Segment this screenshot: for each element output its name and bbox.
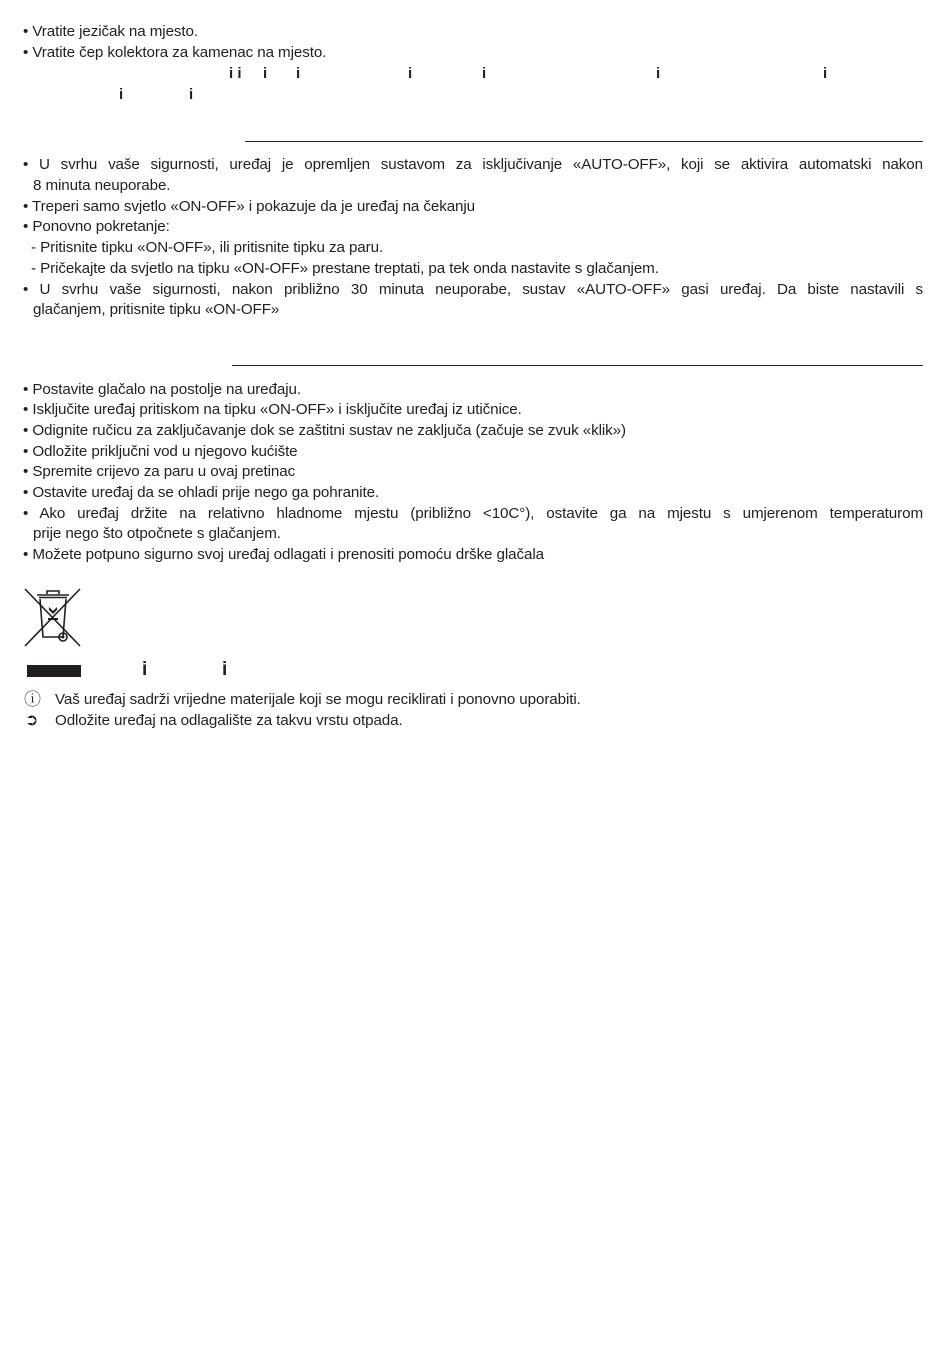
instruction-line: • Ostavite uređaj da se ohladi prije nego ga pohranite. — [23, 484, 380, 501]
text-artifact: i — [823, 65, 828, 82]
instruction-line: • Odignite ručicu za zaključavanje dok se zaštitni sustav ne zaključa (začuje se zvuk «klik») — [23, 422, 626, 439]
instruction-line: • Vratite čep kolektora za kamenac na mjesto. — [23, 44, 327, 61]
text-artifact: i — [222, 659, 228, 680]
instruction-line: • Odložite priključni vod u njegovo kućište — [23, 443, 298, 460]
instruction-line: • U svrhu vaše sigurnosti, uređaj je opremljen sustavom za isključivanje «AUTO-OFF», koji se aktivira automatski nakon — [23, 156, 923, 173]
text-artifact: i — [296, 65, 301, 82]
instruction-line: glačanjem, pritisnite tipku «ON-OFF» — [33, 301, 280, 318]
arrow-icon: ➲ — [25, 712, 39, 729]
text-artifact: i — [263, 65, 268, 82]
text-artifact: i — [189, 86, 194, 103]
section-divider — [245, 141, 923, 142]
info-icon: ⓘ — [24, 690, 41, 709]
instruction-line: • Možete potpuno sigurno svoj uređaj odlagati i prenositi pomoću drške glačala — [23, 546, 544, 563]
instruction-line: • Vratite jezičak na mjesto. — [23, 23, 198, 40]
text-artifact: i — [656, 65, 661, 82]
text-artifact: i — [142, 659, 148, 680]
instruction-line: 8 minuta neuporabe. — [33, 177, 171, 194]
instruction-line: - Pričekajte da svjetlo na tipku «ON-OFF» prestane treptati, pa tek onda nastavite s glačanjem. — [31, 260, 659, 277]
instruction-line: • Ponovno pokretanje: — [23, 218, 170, 235]
instruction-line: • Ako uređaj držite na relativno hladnome mjestu (približno <10C°), ostavite ga na mjestu s umjerenom temperaturom — [23, 505, 923, 522]
instruction-line: • Spremite crijevo za paru u ovaj pretinac — [23, 463, 296, 480]
black-bar — [27, 665, 81, 677]
note-line: Vaš uređaj sadrži vrijedne materijale koji se mogu reciklirati i ponovno uporabiti. — [55, 691, 581, 708]
instruction-line: prije nego što otpočnete s glačanjem. — [33, 525, 281, 542]
instruction-line: • Treperi samo svjetlo «ON-OFF» i pokazuje da je uređaj na čekanju — [23, 198, 476, 215]
text-artifact: i — [482, 65, 487, 82]
text-artifact: i — [408, 65, 413, 82]
section-divider — [232, 365, 923, 366]
text-artifact: i — [119, 86, 124, 103]
note-line: Odložite uređaj na odlagalište za takvu vrstu otpada. — [55, 712, 403, 729]
instruction-line: • Isključite uređaj pritiskom na tipku «ON-OFF» i isključite uređaj iz utičnice. — [23, 401, 522, 418]
crossed-bin-icon — [23, 587, 83, 649]
instruction-line: • Postavite glačalo na postolje na uređaju. — [23, 381, 301, 398]
instruction-line: - Pritisnite tipku «ON-OFF», ili pritisnite tipku za paru. — [31, 239, 384, 256]
instruction-line: • U svrhu vaše sigurnosti, nakon približno 30 minuta neuporabe, sustav «AUTO-OFF» gasi uređaj. Da biste nastavili s — [23, 281, 923, 298]
text-artifact: i i — [229, 65, 242, 82]
